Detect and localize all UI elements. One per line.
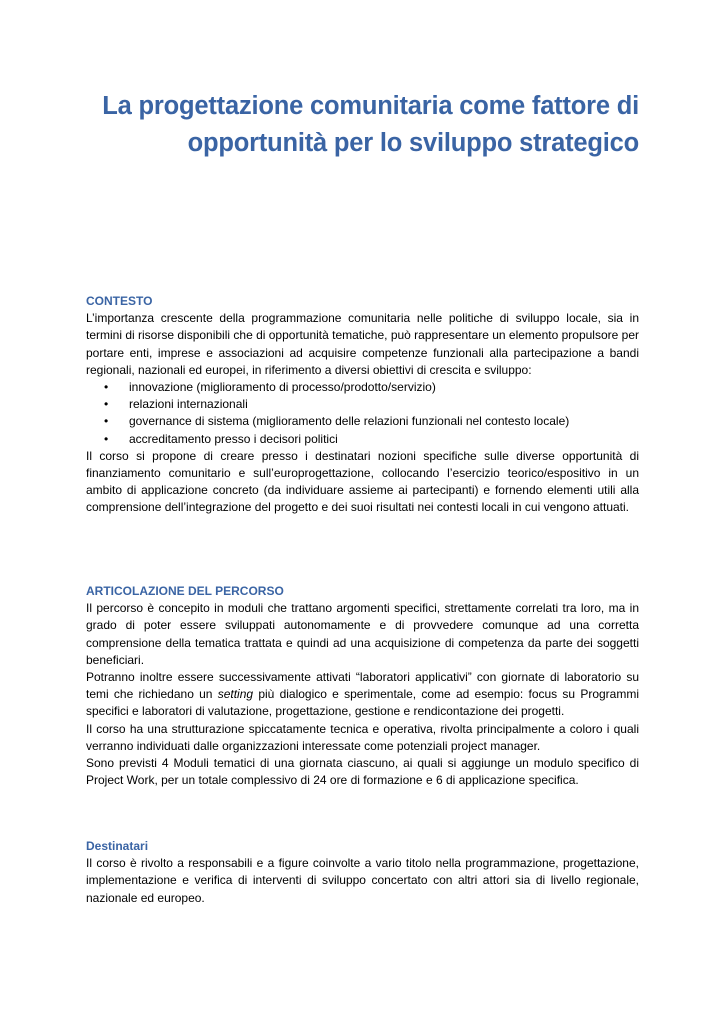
destinatari-paragraph: Il corso è rivolto a responsabili e a figure coinvolte a vario titolo nella programmazione, progettazione, implementazione e verifica di interventi di sviluppo concertato con altri attori sia di livello regionale, nazionale ed europeo. (86, 856, 639, 905)
section-heading-destinatari: Destinatari (86, 839, 149, 853)
section-contesto (86, 293, 639, 517)
list-item (86, 413, 639, 430)
section-heading-contesto: CONTESTO (86, 294, 153, 308)
articolazione-paragraph-1: Il percorso è concepito in moduli che trattano argomenti specifici, strettamente correlati tra loro, ma in grado di poter essere sviluppati autonomamente e di provvedere comunque ad una corretta comprensione della tematica trattata e quindi ad una acquisizione di competenza da parte dei soggetti beneficiari. (86, 601, 639, 667)
paragraph-text: Potranno inoltre essere successivamente attivati “laboratori applicativi” con giornate di laboratorio su temi che richiedano un (86, 670, 639, 702)
bullet-icon: • (104, 380, 109, 395)
articolazione-paragraph-4: Sono previsti 4 Moduli tematici di una giornata ciascuno, ai quali si aggiunge un modulo specifico di Project Work, per un totale complessivo di 24 ore di formazione e 6 di applicazione specifica. (86, 756, 639, 788)
articolazione-paragraph-3: Il corso ha una strutturazione spiccatamente tecnica e operativa, rivolta principalmente a coloro i quali verranno individuati dalle organizzazioni interessate come potenziali project manager. (86, 721, 639, 753)
contesto-closing-paragraph: Il corso si propone di creare presso i destinatari nozioni specifiche sulle diverse opportunità di finanziamento comunitario e sull’europrogettazione, collocando l’esercizio teorico/espositivo in un ambito di applicazione concreto (da individuare assieme ai partecipanti) e fornendo elementi utili alla comprensione dell’integrazione del progetto e dei suoi risultati nei contesti locali in cui vengono attuati. (86, 448, 639, 515)
contesto-intro-paragraph: L’importanza crescente della programmazione comunitaria nelle politiche di sviluppo locale, sia in termini di risorse disponibili che di opportunità tematiche, può rappresentare un elemento propulsore per portare enti, imprese e associazioni ad acquisire competenze funzionali alla partecipazione a bandi regionali, nazionali ed europei, in riferimento a diversi obiettivi di crescita e sviluppo: (86, 311, 639, 377)
list-item-text: innovazione (miglioramento di processo/prodotto/servizio) (129, 380, 436, 395)
document-title: La progettazione comunitaria come fattore di opportunità per lo sviluppo strategico (102, 92, 639, 157)
section-heading-articolazione: ARTICOLAZIONE DEL PERCORSO (86, 584, 284, 598)
bullet-icon: • (104, 414, 109, 429)
list-item (86, 379, 639, 396)
bullet-icon: • (104, 397, 109, 412)
list-item (86, 431, 639, 448)
italic-term: setting (217, 687, 254, 702)
paragraph-text: più dialogico e sperimentale, come ad esempio: focus su Programmi specifici e laboratori di valutazione, progettazione, gestione e rendicontazione dei progetti. (86, 687, 640, 719)
list-item (86, 396, 639, 413)
list-item-text: governance di sistema (miglioramento delle relazioni funzionali nel contesto locale) (129, 414, 570, 429)
section-destinatari (86, 838, 639, 907)
section-articolazione (86, 583, 639, 789)
articolazione-paragraph-2 (86, 669, 639, 721)
contesto-bullet-list (86, 379, 639, 448)
bullet-icon: • (104, 431, 109, 446)
list-item-text: accreditamento presso i decisori politici (129, 431, 338, 446)
list-item-text: relazioni internazionali (129, 397, 248, 412)
